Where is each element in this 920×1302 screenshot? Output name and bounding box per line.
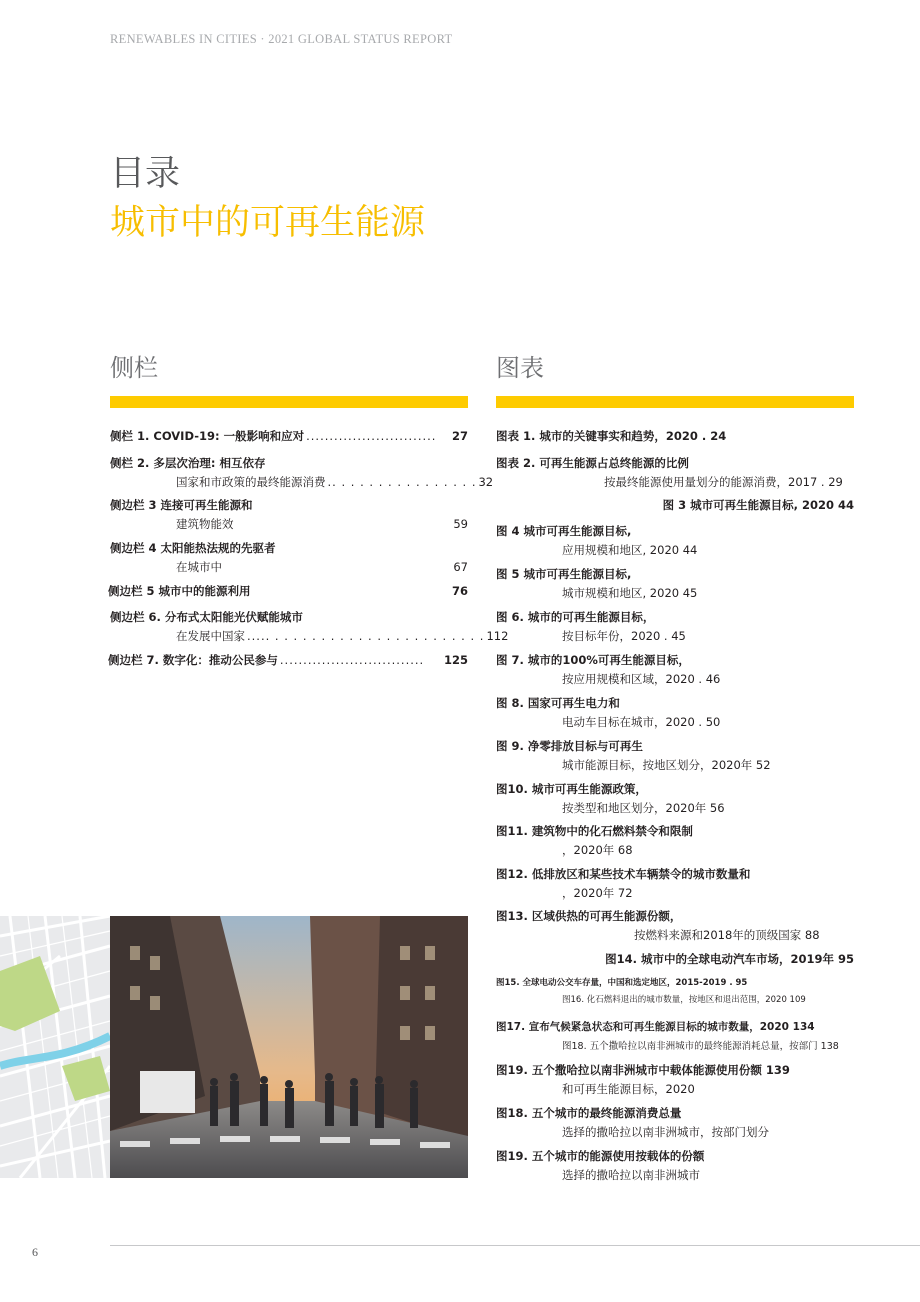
figure-entry-5[interactable] (496, 566, 697, 601)
entry-title: 图 4 城市可再生能源目标, (496, 524, 632, 538)
entry-title: 图 7. 城市的100%可再生能源目标， (496, 653, 690, 667)
entry-subtitle: 应用规模和地区, 2020 44 (562, 543, 698, 557)
entry-page: 59 (453, 517, 468, 531)
entry-title: 侧栏 2. 多层次治理: 相互依存 (110, 456, 266, 470)
entry-title: 图表 2. 可再生能源占总终能源的比例 (496, 456, 689, 470)
figure-entry-9[interactable] (496, 738, 771, 773)
figure-entry-16[interactable] (496, 1019, 839, 1052)
entry-title: 图 6. 城市的可再生能源目标， (496, 610, 655, 624)
entry-subtitle: 图18. 五个撒哈拉以南非洲城市的最终能源消耗总量，按部门 138 (562, 1041, 839, 1052)
entry-page: 32 (478, 475, 494, 489)
sidebar-entry-7[interactable] (108, 652, 468, 668)
entry-page: 125 (443, 653, 468, 667)
figure-entry-15[interactable] (496, 976, 806, 1005)
figure-entry-18[interactable] (496, 1105, 769, 1140)
entry-subtitle: 城市规模和地区, 2020 45 (562, 586, 698, 600)
figure-entry-8[interactable] (496, 695, 720, 730)
entry-title: 图表 1. 城市的关键事实和趋势，2020 . 24 (496, 429, 727, 443)
sidebar-entry-3[interactable] (110, 497, 468, 532)
figure-entry-19[interactable] (496, 1148, 704, 1183)
entry-subtitle: 国家和市政策的最终能源消费 (176, 475, 326, 489)
entry-page: 76 (451, 584, 468, 598)
figures-divider-bar (496, 396, 854, 408)
entry-subtitle: ，2020年 72 (562, 886, 633, 900)
entry-title: 图19. 五个撒哈拉以南非洲城市中载体能源使用份额 139 (496, 1063, 790, 1077)
entry-subtitle: 选择的撒哈拉以南非洲城市 (562, 1168, 700, 1182)
figure-entry-4[interactable] (496, 523, 697, 558)
figure-entry-11[interactable] (496, 823, 693, 858)
sidebars-divider-bar (110, 396, 468, 408)
footer-divider (110, 1245, 920, 1246)
city-street-photo (110, 916, 468, 1178)
entry-page: 112 (486, 629, 509, 643)
figure-entry-6[interactable] (496, 609, 686, 644)
sidebar-entry-4[interactable] (110, 540, 468, 575)
entry-title: 图19. 五个城市的能源使用按载体的份额 (496, 1149, 705, 1163)
entry-subtitle: 按应用规模和区域，2020 . 46 (562, 672, 721, 686)
entry-title: 图 5 城市可再生能源目标, (496, 567, 632, 581)
entry-title: 侧边栏 5 城市中的能源利用 (108, 584, 251, 598)
entry-title: 图10. 城市可再生能源政策， (496, 782, 647, 796)
city-map-illustration (0, 916, 110, 1178)
entry-subtitle: 和可再生能源目标，2020 (562, 1082, 695, 1096)
entry-subtitle: 图16. 化石燃料退出的城市数量，按地区和退出范围，2020 109 (562, 995, 806, 1005)
entry-title: 侧边栏 6. 分布式太阳能光伏赋能城市 (110, 610, 303, 624)
sidebar-entry-1[interactable] (110, 428, 468, 444)
entry-title: 图18. 五个城市的最终能源消费总量 (496, 1106, 682, 1120)
figure-entry-3[interactable] (496, 497, 854, 513)
entry-title: 侧边栏 4 太阳能热法规的先驱者 (110, 541, 276, 555)
entry-leader: .. . . . . . . . . . . . . . . . (327, 475, 477, 489)
sidebar-entry-2[interactable] (110, 455, 494, 490)
entry-subtitle: 建筑物能效 (176, 517, 234, 531)
figure-entry-7[interactable] (496, 652, 720, 687)
entry-title: 图13. 区域供热的可再生能源份额， (496, 909, 682, 923)
entry-subtitle: 按燃料来源和2018年的顶级国家 88 (634, 928, 820, 942)
entry-title: 图 3 城市可再生能源目标, 2020 44 (662, 498, 854, 512)
figures-heading: 图表 (496, 354, 544, 382)
sidebars-heading: 侧栏 (110, 354, 158, 382)
entry-subtitle: 按最终能源使用量划分的能源消费，2017 . 29 (604, 475, 843, 489)
figure-entry-1[interactable] (496, 428, 726, 444)
entry-title: 侧边栏 3 连接可再生能源和 (110, 498, 253, 512)
entry-title: 侧栏 1. COVID-19: 一般影响和应对 (110, 429, 305, 443)
entry-subtitle: 选择的撒哈拉以南非洲城市，按部门划分 (562, 1125, 769, 1139)
entry-title: 侧边栏 7. 数字化：推动公民参与 (108, 653, 278, 667)
entry-page: 27 (451, 429, 468, 443)
page-subtitle: 城市中的可再生能源 (110, 203, 426, 243)
entry-title: 图17. 宣布气候紧急状态和可再生能源目标的城市数量，2020 134 (496, 1021, 815, 1033)
entry-subtitle: 在发展中国家 (176, 629, 245, 643)
entry-title: 图 9. 净零排放目标与可再生 (496, 739, 643, 753)
page-number: 6 (32, 1245, 38, 1259)
figure-entry-13[interactable] (496, 908, 820, 943)
running-header: RENEWABLES IN CITIES · 2021 GLOBAL STATUS REPORT (110, 32, 453, 46)
entry-title: 图14. 城市中的全球电动汽车市场，2019年 95 (605, 952, 854, 966)
figure-entry-12[interactable] (496, 866, 750, 901)
entry-subtitle: 在城市中 (176, 560, 222, 574)
figure-entry-14[interactable] (496, 951, 854, 967)
entry-title: 图12. 低排放区和某些技术车辆禁令的城市数量和 (496, 867, 751, 881)
entry-subtitle: 按目标年份，2020 . 45 (562, 629, 686, 643)
figure-entry-17[interactable] (496, 1062, 790, 1097)
entry-title: 图11. 建筑物中的化石燃料禁令和限制 (496, 824, 693, 838)
entry-title: 图 8. 国家可再生电力和 (496, 696, 620, 710)
entry-subtitle: 按类型和地区划分，2020年 56 (562, 801, 725, 815)
entry-page: 67 (453, 560, 468, 574)
entry-subtitle: 城市能源目标，按地区划分，2020年 52 (562, 758, 771, 772)
figure-entry-2[interactable] (496, 455, 843, 490)
entry-leader: ..... . . . . . . . . . . . . . . . . . . . . . . . (247, 629, 485, 643)
entry-subtitle: ，2020年 68 (562, 843, 633, 857)
entry-title: 图15. 全球电动公交车存量，中国和选定地区，2015-2019 . 95 (496, 978, 748, 988)
sidebar-entry-6[interactable] (110, 609, 509, 644)
entry-leader: ............................... (279, 653, 425, 667)
figure-entry-10[interactable] (496, 781, 725, 816)
sidebar-entry-5[interactable] (108, 583, 468, 599)
page-title: 目录 (110, 154, 181, 194)
entry-subtitle: 电动车目标在城市，2020 . 50 (562, 715, 721, 729)
entry-leader: ............................ (306, 429, 437, 443)
